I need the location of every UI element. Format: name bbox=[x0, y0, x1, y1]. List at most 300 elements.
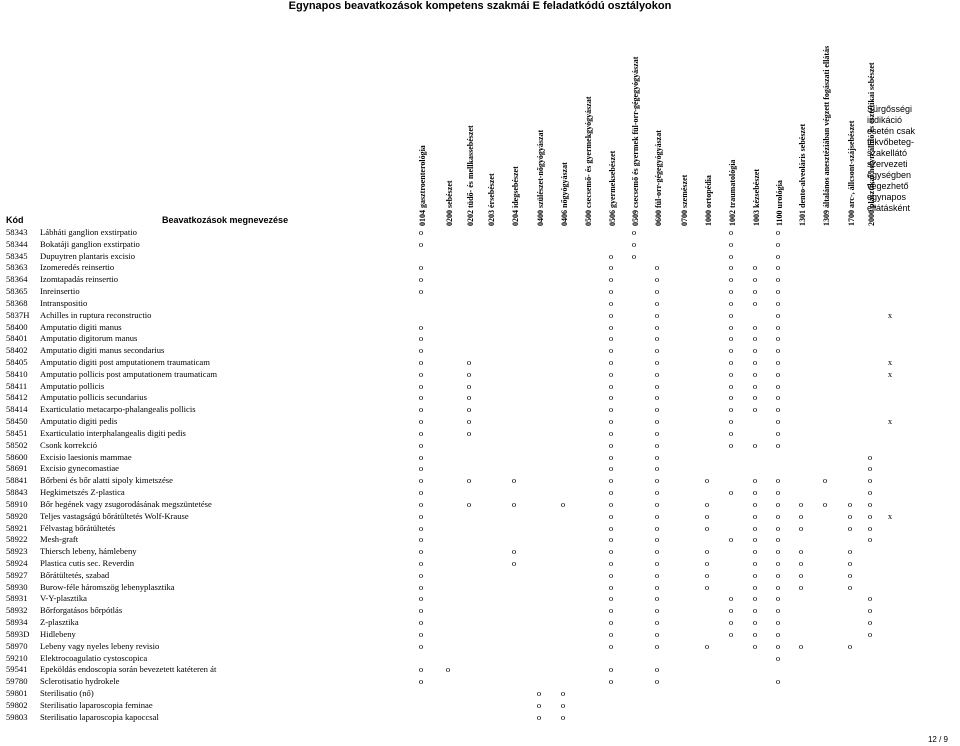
row-code: 58364 bbox=[6, 274, 28, 285]
table-row bbox=[0, 356, 960, 368]
competence-mark: o bbox=[560, 687, 566, 698]
competence-mark: o bbox=[654, 392, 660, 403]
competence-mark: o bbox=[728, 250, 734, 261]
table-row bbox=[0, 592, 960, 604]
table-row bbox=[0, 332, 960, 344]
table-row bbox=[0, 403, 960, 415]
table-row bbox=[0, 439, 960, 451]
row-code: 58363 bbox=[6, 262, 28, 273]
column-header-2: 0202 tüdő- és mellkassebészet bbox=[466, 125, 475, 226]
competence-mark: o bbox=[798, 546, 804, 557]
competence-mark: o bbox=[418, 404, 424, 415]
competence-mark: o bbox=[822, 498, 828, 509]
competence-mark: o bbox=[775, 498, 781, 509]
competence-mark: o bbox=[728, 238, 734, 249]
column-header-19: 2000 plasztikai helyreállító és esztétikai sebészet bbox=[867, 62, 876, 226]
competence-mark: o bbox=[752, 380, 758, 391]
column-header-9: 0509 csecsemő és gyermek fül-orr-gégegyógyászat bbox=[631, 56, 640, 226]
competence-mark: o bbox=[418, 227, 424, 237]
competence-mark: o bbox=[704, 475, 710, 486]
competence-mark: o bbox=[418, 628, 424, 639]
competence-mark: o bbox=[752, 274, 758, 285]
row-code: 58405 bbox=[6, 357, 28, 368]
competence-mark: o bbox=[418, 357, 424, 368]
table-row bbox=[0, 297, 960, 309]
competence-mark: o bbox=[608, 451, 614, 462]
competence-mark: o bbox=[704, 581, 710, 592]
competence-mark: o bbox=[752, 333, 758, 344]
competence-mark: o bbox=[654, 321, 660, 332]
row-name: Izomtapadás reinsertio bbox=[40, 274, 119, 285]
competence-mark: o bbox=[775, 581, 781, 592]
row-name: Bőrforgatásos bőrpótlás bbox=[40, 605, 123, 616]
competence-mark: o bbox=[418, 487, 424, 498]
competence-mark: o bbox=[775, 522, 781, 533]
competence-mark: o bbox=[631, 227, 637, 237]
competence-mark: o bbox=[775, 628, 781, 639]
competence-mark: o bbox=[847, 640, 853, 651]
competence-mark: o bbox=[536, 711, 542, 722]
column-header-3: 0203 érsebészet bbox=[487, 173, 496, 226]
table-row bbox=[0, 415, 960, 427]
competence-mark: o bbox=[608, 309, 614, 320]
competence-mark: o bbox=[608, 368, 614, 379]
competence-mark: o bbox=[608, 593, 614, 604]
urgent-column-header: Sürgősségi indikáció esetén csak fekvőbeteg-szakellátó szervezeti egységben végezhető egynapos ellátásként bbox=[867, 104, 916, 213]
row-name: Excisio gynecomastiae bbox=[40, 463, 119, 474]
competence-mark: o bbox=[418, 640, 424, 651]
competence-mark: o bbox=[775, 534, 781, 545]
competence-mark: o bbox=[654, 274, 660, 285]
competence-mark: o bbox=[608, 321, 614, 332]
page-title: Egynapos beavatkozások kompetens szakmái E feladatkódú osztályokon bbox=[288, 0, 672, 12]
competence-mark: o bbox=[560, 711, 566, 722]
row-code: 58401 bbox=[6, 333, 28, 344]
row-name: Thiersch lebeny, hámlebeny bbox=[40, 546, 137, 557]
competence-mark: o bbox=[608, 427, 614, 438]
competence-mark: o bbox=[752, 392, 758, 403]
table-row bbox=[0, 368, 960, 380]
competence-mark: o bbox=[704, 557, 710, 568]
competence-mark: o bbox=[654, 557, 660, 568]
competence-mark: o bbox=[728, 380, 734, 391]
competence-mark: o bbox=[775, 546, 781, 557]
competence-mark: o bbox=[418, 463, 424, 474]
column-header-18: 1700 arc-, állcsont-szájsebészet bbox=[847, 120, 856, 226]
row-code: 58410 bbox=[6, 368, 28, 379]
competence-mark: o bbox=[608, 498, 614, 509]
urgent-mark: o bbox=[867, 605, 873, 616]
table-row bbox=[0, 238, 960, 250]
competence-mark: o bbox=[418, 451, 424, 462]
competence-mark: o bbox=[418, 238, 424, 249]
competence-mark: o bbox=[654, 451, 660, 462]
competence-mark: o bbox=[847, 546, 853, 557]
column-header-7: 0500 csecsemő- és gyermekgyógyászat bbox=[584, 96, 593, 226]
urgent-mark: o bbox=[867, 617, 873, 628]
table-row bbox=[0, 652, 960, 664]
competence-mark: o bbox=[418, 510, 424, 521]
row-name: Izomeredés reinsertio bbox=[40, 262, 115, 273]
row-name: Amputatio pollicis post amputationem traumaticam bbox=[40, 368, 218, 379]
competence-mark: o bbox=[798, 581, 804, 592]
competence-mark: o bbox=[418, 427, 424, 438]
competence-mark: o bbox=[728, 534, 734, 545]
table-row bbox=[0, 344, 960, 356]
competence-mark: o bbox=[752, 569, 758, 580]
competence-mark: o bbox=[728, 333, 734, 344]
competence-mark: o bbox=[608, 676, 614, 687]
competence-mark: o bbox=[466, 475, 472, 486]
competence-mark: o bbox=[775, 439, 781, 450]
competence-mark: o bbox=[654, 262, 660, 273]
competence-mark: o bbox=[752, 368, 758, 379]
competence-mark: o bbox=[654, 546, 660, 557]
row-code: 58365 bbox=[6, 286, 28, 297]
competence-mark: o bbox=[798, 510, 804, 521]
row-code: 58368 bbox=[6, 297, 28, 308]
competence-mark: o bbox=[775, 286, 781, 297]
urgent-mark: o bbox=[867, 534, 873, 545]
table-row bbox=[0, 545, 960, 557]
row-name: Lebeny vagy nyeles lebeny revisio bbox=[40, 640, 160, 651]
row-code: 58345 bbox=[6, 250, 28, 261]
competence-mark: o bbox=[608, 345, 614, 356]
row-name: Achilles in ruptura reconstructio bbox=[40, 309, 152, 320]
table-row bbox=[0, 498, 960, 510]
competence-mark: o bbox=[654, 333, 660, 344]
competence-mark: o bbox=[654, 628, 660, 639]
row-name: Sterilisatio laparoscopia feminae bbox=[40, 699, 153, 710]
competence-mark: o bbox=[798, 569, 804, 580]
competence-mark: o bbox=[608, 569, 614, 580]
row-name: Inreinsertio bbox=[40, 286, 80, 297]
column-header-0: 0104 gasztroenterológia bbox=[418, 145, 427, 226]
competence-mark: o bbox=[752, 593, 758, 604]
competence-mark: o bbox=[608, 546, 614, 557]
competence-mark: o bbox=[608, 439, 614, 450]
competence-mark: o bbox=[608, 392, 614, 403]
competence-mark: o bbox=[560, 699, 566, 710]
competence-mark: o bbox=[847, 557, 853, 568]
competence-mark: o bbox=[847, 581, 853, 592]
competence-mark: o bbox=[728, 487, 734, 498]
competence-mark: o bbox=[752, 404, 758, 415]
competence-mark: o bbox=[775, 392, 781, 403]
competence-mark: o bbox=[511, 546, 517, 557]
competence-mark: o bbox=[418, 286, 424, 297]
table-row bbox=[0, 604, 960, 616]
table-row bbox=[0, 640, 960, 652]
competence-mark: o bbox=[775, 487, 781, 498]
competence-mark: o bbox=[654, 605, 660, 616]
competence-mark: o bbox=[654, 581, 660, 592]
competence-mark: o bbox=[418, 617, 424, 628]
competence-mark: o bbox=[466, 357, 472, 368]
competence-mark: o bbox=[466, 427, 472, 438]
competence-mark: o bbox=[867, 510, 873, 521]
competence-mark: o bbox=[704, 522, 710, 533]
competence-mark: o bbox=[752, 581, 758, 592]
competence-mark: o bbox=[654, 297, 660, 308]
competence-mark: o bbox=[608, 380, 614, 391]
competence-mark: o bbox=[466, 404, 472, 415]
page-number: 12 / 9 bbox=[927, 735, 948, 744]
row-name: Lábháti ganglion exstirpatio bbox=[40, 227, 137, 237]
competence-mark: o bbox=[654, 487, 660, 498]
competence-mark: o bbox=[728, 593, 734, 604]
row-code: 59541 bbox=[6, 664, 28, 675]
competence-mark: o bbox=[608, 297, 614, 308]
competence-mark: o bbox=[608, 463, 614, 474]
row-code: 5837H bbox=[6, 309, 30, 320]
competence-mark: o bbox=[608, 510, 614, 521]
competence-mark: o bbox=[654, 475, 660, 486]
competence-mark: o bbox=[704, 640, 710, 651]
competence-mark: o bbox=[775, 309, 781, 320]
row-code: 58922 bbox=[6, 534, 28, 545]
row-name: Epeköldás endoscopia során bevezetett katéteren át bbox=[40, 664, 217, 675]
competence-mark: o bbox=[775, 652, 781, 663]
row-name: Amputatio digiti post amputationem traumaticam bbox=[40, 357, 210, 368]
competence-mark: o bbox=[418, 392, 424, 403]
competence-mark: o bbox=[775, 557, 781, 568]
row-name: Exarticulatio metacarpo-phalangealis pollicis bbox=[40, 404, 196, 415]
competence-mark: o bbox=[775, 274, 781, 285]
row-name: Bőrátültetés, szabad bbox=[40, 569, 110, 580]
competence-mark: o bbox=[775, 416, 781, 427]
table-row bbox=[0, 569, 960, 581]
competence-mark: o bbox=[728, 392, 734, 403]
competence-mark: o bbox=[536, 687, 542, 698]
row-name: Bőr hegének vagy zsugorodásának megszüntetése bbox=[40, 498, 212, 509]
row-code: 58414 bbox=[6, 404, 28, 415]
row-name: Amputatio digiti manus secondarius bbox=[40, 345, 165, 356]
competence-mark: o bbox=[775, 250, 781, 261]
table-row bbox=[0, 391, 960, 403]
urgent-mark: x bbox=[887, 416, 893, 427]
row-code: 59780 bbox=[6, 676, 28, 687]
urgent-mark: o bbox=[867, 463, 873, 474]
competence-mark: o bbox=[867, 475, 873, 486]
competence-mark: o bbox=[728, 227, 734, 237]
competence-mark: o bbox=[608, 357, 614, 368]
competence-mark: o bbox=[608, 557, 614, 568]
competence-mark: o bbox=[775, 569, 781, 580]
competence-mark: o bbox=[775, 640, 781, 651]
competence-mark: o bbox=[654, 676, 660, 687]
competence-mark: o bbox=[775, 227, 781, 237]
urgent-mark: o bbox=[867, 451, 873, 462]
competence-mark: o bbox=[654, 569, 660, 580]
competence-mark: o bbox=[728, 605, 734, 616]
table-row bbox=[0, 533, 960, 545]
competence-mark: o bbox=[511, 557, 517, 568]
row-code: 58921 bbox=[6, 522, 28, 533]
competence-mark: o bbox=[775, 676, 781, 687]
competence-mark: o bbox=[728, 427, 734, 438]
row-code: 58843 bbox=[6, 487, 28, 498]
row-name: Csonk korrekció bbox=[40, 439, 98, 450]
name-column-header: Beavatkozások megnevezése bbox=[162, 215, 289, 225]
competence-mark: o bbox=[608, 605, 614, 616]
competence-mark: o bbox=[654, 439, 660, 450]
competence-mark: o bbox=[847, 510, 853, 521]
competence-mark: o bbox=[654, 593, 660, 604]
column-header-10: 0600 fül-orr-gégegyógyászat bbox=[654, 130, 663, 226]
competence-mark: o bbox=[752, 534, 758, 545]
competence-mark: o bbox=[418, 498, 424, 509]
competence-mark: o bbox=[608, 274, 614, 285]
row-code: 5893D bbox=[6, 628, 30, 639]
competence-mark: o bbox=[752, 546, 758, 557]
row-code: 58691 bbox=[6, 463, 28, 474]
row-code: 59801 bbox=[6, 687, 28, 698]
row-code: 58344 bbox=[6, 238, 28, 249]
column-header-1: 0200 sebészet bbox=[445, 180, 454, 226]
competence-mark: o bbox=[418, 581, 424, 592]
competence-mark: o bbox=[775, 404, 781, 415]
row-code: 58400 bbox=[6, 321, 28, 332]
competence-mark: o bbox=[654, 522, 660, 533]
competence-mark: o bbox=[752, 297, 758, 308]
competence-mark: o bbox=[608, 286, 614, 297]
competence-mark: o bbox=[608, 262, 614, 273]
table-row bbox=[0, 474, 960, 486]
competence-mark: o bbox=[418, 534, 424, 545]
table-row bbox=[0, 261, 960, 273]
row-code: 59210 bbox=[6, 652, 28, 663]
competence-mark: o bbox=[867, 498, 873, 509]
competence-mark: o bbox=[418, 664, 424, 675]
competence-mark: o bbox=[728, 439, 734, 450]
competence-mark: o bbox=[752, 522, 758, 533]
competence-mark: o bbox=[608, 522, 614, 533]
competence-mark: o bbox=[752, 439, 758, 450]
competence-mark: o bbox=[654, 640, 660, 651]
table-row bbox=[0, 510, 960, 522]
competence-mark: o bbox=[418, 345, 424, 356]
competence-mark: o bbox=[608, 333, 614, 344]
row-name: Amputatio digiti manus bbox=[40, 321, 122, 332]
competence-mark: o bbox=[466, 392, 472, 403]
row-name: Z-plasztika bbox=[40, 617, 79, 628]
competence-mark: o bbox=[418, 333, 424, 344]
competence-mark: o bbox=[752, 617, 758, 628]
competence-mark: o bbox=[445, 664, 451, 675]
competence-mark: o bbox=[822, 475, 828, 486]
row-code: 58927 bbox=[6, 569, 28, 580]
competence-mark: o bbox=[631, 238, 637, 249]
competence-mark: o bbox=[775, 238, 781, 249]
competence-mark: o bbox=[728, 345, 734, 356]
table-row bbox=[0, 427, 960, 439]
competence-mark: o bbox=[775, 357, 781, 368]
competence-mark: o bbox=[867, 522, 873, 533]
row-code: 58402 bbox=[6, 345, 28, 356]
row-code: 58600 bbox=[6, 451, 28, 462]
competence-mark: o bbox=[752, 628, 758, 639]
row-name: Sclerotisatio hydrokele bbox=[40, 676, 120, 687]
row-name: Mesh-graft bbox=[40, 534, 79, 545]
row-name: Sterilisatio (nő) bbox=[40, 687, 94, 698]
competence-mark: o bbox=[418, 569, 424, 580]
table-row bbox=[0, 711, 960, 723]
row-name: Hegkimetszés Z-plastica bbox=[40, 487, 125, 498]
competence-mark: o bbox=[752, 321, 758, 332]
competence-mark: o bbox=[608, 640, 614, 651]
row-name: Intranspositio bbox=[40, 297, 88, 308]
competence-mark: o bbox=[775, 475, 781, 486]
competence-mark: o bbox=[654, 664, 660, 675]
competence-mark: o bbox=[654, 286, 660, 297]
competence-mark: o bbox=[654, 404, 660, 415]
competence-mark: o bbox=[654, 357, 660, 368]
column-header-5: 0400 szülészet-nőgyógyászat bbox=[536, 129, 545, 226]
competence-mark: o bbox=[798, 522, 804, 533]
column-header-17: 1309 általános anesztéziában végzett fogászati ellátás bbox=[822, 45, 831, 226]
competence-mark: o bbox=[752, 557, 758, 568]
competence-mark: o bbox=[654, 498, 660, 509]
competence-mark: o bbox=[728, 297, 734, 308]
competence-mark: o bbox=[775, 345, 781, 356]
urgent-mark: o bbox=[867, 593, 873, 604]
competence-mark: o bbox=[775, 605, 781, 616]
competence-mark: o bbox=[631, 250, 637, 261]
competence-mark: o bbox=[418, 439, 424, 450]
competence-mark: o bbox=[608, 534, 614, 545]
competence-mark: o bbox=[418, 593, 424, 604]
row-code: 58841 bbox=[6, 475, 28, 486]
row-code: 58930 bbox=[6, 581, 28, 592]
competence-mark: o bbox=[418, 321, 424, 332]
row-name: V-Y-plasztika bbox=[40, 593, 87, 604]
table-row bbox=[0, 581, 960, 593]
competence-mark: o bbox=[654, 510, 660, 521]
table-row bbox=[0, 557, 960, 569]
competence-mark: o bbox=[752, 357, 758, 368]
competence-mark: o bbox=[418, 475, 424, 486]
row-name: Sterilisatio laparoscopia kapoccsal bbox=[40, 711, 159, 722]
competence-mark: o bbox=[704, 498, 710, 509]
competence-mark: o bbox=[608, 664, 614, 675]
competence-mark: o bbox=[418, 557, 424, 568]
table-row bbox=[0, 380, 960, 392]
competence-mark: o bbox=[536, 699, 542, 710]
column-header-4: 0204 idegsebészet bbox=[511, 166, 520, 226]
row-name: Teljes vastagságú bőrátültetés Wolf-Krause bbox=[40, 510, 189, 521]
row-code: 58502 bbox=[6, 439, 28, 450]
row-name: Hidlebeny bbox=[40, 628, 76, 639]
competence-mark: o bbox=[775, 380, 781, 391]
competence-mark: o bbox=[798, 557, 804, 568]
row-name: Amputatio digitorum manus bbox=[40, 333, 138, 344]
row-code: 58931 bbox=[6, 593, 28, 604]
competence-mark: o bbox=[608, 487, 614, 498]
urgent-mark: x bbox=[887, 510, 893, 521]
column-header-8: 0506 gyermeksebészet bbox=[608, 150, 617, 226]
row-name: Dupuytren plantaris excisio bbox=[40, 250, 135, 261]
competence-mark: o bbox=[752, 475, 758, 486]
row-code: 58920 bbox=[6, 510, 28, 521]
competence-mark: o bbox=[466, 380, 472, 391]
table-row bbox=[0, 687, 960, 699]
row-name: Excisio laesionis mammae bbox=[40, 451, 132, 462]
table-row bbox=[0, 522, 960, 534]
competence-mark: o bbox=[752, 605, 758, 616]
column-header-12: 1000 ortopédia bbox=[704, 175, 713, 226]
table-row bbox=[0, 675, 960, 687]
